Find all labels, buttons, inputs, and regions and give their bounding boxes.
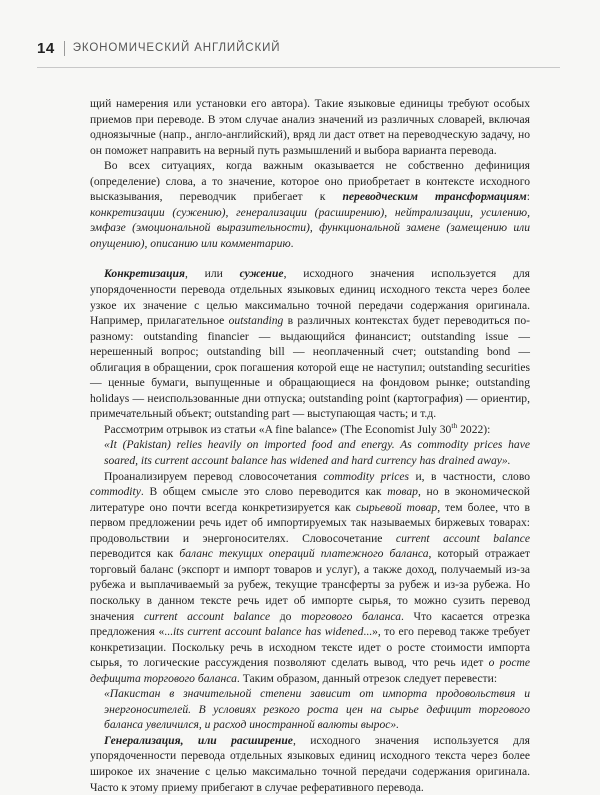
header-separator — [64, 41, 65, 56]
page-header — [37, 36, 560, 60]
text-run: current account balance — [143, 609, 271, 623]
text-run: Генерализация, или расширение — [104, 733, 293, 747]
text-run: Рассмотрим отрывок из статьи «A fine balance» (The Economist July 30 — [104, 422, 452, 436]
text-run: Во всех ситуациях, когда важным оказывается не собственно дефиниция (определение) слова, а то значение, которое оно приобретает в контексте исходного высказывания, переводчик прибегает к — [90, 159, 530, 204]
text-run: переводится как — [90, 547, 180, 561]
text-run: торгового баланса — [301, 609, 402, 623]
paragraph-concretization — [90, 266, 530, 421]
page-body — [90, 96, 530, 795]
paragraph-excerpt-intro — [90, 422, 530, 438]
text-run: конкретизации (сужению), генерализации (расширению), нейтрализации, усилению, эмфазе (эмоциональной выразительности), функциональной замене (замещению или опущению), описанию или комментарию — [90, 205, 530, 250]
paragraph-analysis — [90, 469, 530, 687]
text-run: «Пакистан в значительной степени зависит от импорта продовольствия и энергоносителей. В условиях резкого роста цен на сырье дефицит торгового баланса увеличился, и расход иностранной валюты вырос». — [104, 687, 530, 732]
paragraph-transformations — [90, 158, 530, 251]
text-run: в различных контекстах будет переводиться по-разному: outstanding financier — выдающийся финансист; outstanding issue — нерешенный вопрос; outstanding bill — неоплаченный счет; outstanding bond — облигация в обращении, срок погашения которой еще не наступил; outstanding securities — ценные бумаги, выпущенные и обращающиеся на фондовом рынке; outstanding holidays — неиспользованные дни отпуска; outstanding point (картография) — ориентир, примечательный объект; outstanding part — выступающая часть; и т.д. — [90, 314, 531, 421]
header-rule — [37, 67, 560, 68]
running-title: ЭКОНОМИЧЕСКИЙ АНГЛИЙСКИЙ — [72, 42, 281, 54]
text-run: : — [526, 190, 530, 204]
text-run: сырьевой товар — [355, 500, 438, 514]
text-run: Конкретизация — [104, 267, 185, 281]
text-run: , исходного значения используется для упорядоченности перевода отдельных языковых единиц исходного текста через более широкое их значение с целью максимально точной передачи содержания оригинала. Часто к этому приему прибегают в случае реферативного перевода. — [90, 733, 530, 794]
text-run: . Что касается отрезка предложения «... — [90, 609, 530, 639]
text-run: , или — [184, 267, 240, 281]
page-number: 14 — [37, 39, 55, 57]
text-run: th — [451, 421, 458, 431]
text-run: товар — [387, 485, 418, 499]
paragraph-continuation — [90, 96, 530, 158]
paragraph-generalization — [90, 733, 530, 795]
text-run: сужение — [239, 267, 284, 281]
text-run: , который отражает торговый баланс (экспорт и импорт товаров и услуг), а также доход, получаемый из-за рубежа и выплачиваемый за рубеж, текущие трансферты за рубеж и из-за рубежа. Но поскольку в данном тексте речь идет об импорте сырья, то можно сузить перевод значения — [90, 547, 530, 623]
text-run: commodity — [90, 485, 141, 499]
text-run: и, в частности, слово — [409, 469, 531, 483]
text-run: Проанализируем перевод словосочетания — [104, 469, 324, 483]
text-run: . Таким образом, данный отрезок следует перевести: — [236, 671, 498, 685]
text-run: 2022): — [457, 422, 491, 436]
text-run: , но в экономической литературе оно почти всегда конкретизируется как — [90, 485, 530, 514]
text-run: . — [290, 236, 294, 250]
text-run: commodity prices — [323, 469, 410, 483]
text-run: . В общем смысле это слово переводится как — [140, 485, 388, 499]
text-run: до — [270, 609, 302, 623]
text-run: , тем более, что в первом предложении речь идет об импортируемых так называемых биржевых товарах: продовольствии и энергоносителях. Словосочетание — [90, 500, 530, 545]
text-run: баланс текущих операций платежного баланса — [179, 547, 429, 561]
text-run: щий намерения или установки его автора). Такие языковые единицы требуют особых приемов при переводе. В этом случае анализ значений из различных словарей, включая одноязычные (напр., англо-английский), вряд ли даст ответ на переводческую задачу, но он поможет направить на верный путь размышлений и выбора варианта перевода. — [90, 97, 530, 157]
text-run: «It (Pakistan) relies heavily on imported food and energy. As commodity prices have soared, its current account balance has widened and hard currency has drained away». — [104, 438, 530, 468]
text-run: its current account balance has widened — [172, 625, 364, 639]
text-run: outstanding — [228, 314, 284, 328]
text-run: , исходного значения используется для упорядоченности перевода отдельных языковых единиц исходного текста через более узкое их значение с целью максимально точной передачи содержания оригинала. Например, прилагательное — [90, 267, 530, 328]
text-run: current account balance — [395, 531, 531, 545]
quote-english — [90, 437, 530, 468]
text-run: ...», то его перевод также требует конкретизации. Поскольку речь в исходном тексте идет о росте стоимости импорта сырья, то логические рассуждения позволяют сделать вывод, что речь идет — [90, 625, 530, 670]
quote-russian — [90, 686, 530, 733]
text-run: о росте дефицита торгового баланса — [90, 656, 530, 685]
section-gap — [90, 251, 530, 266]
text-run: переводческим трансформациям — [342, 190, 527, 204]
